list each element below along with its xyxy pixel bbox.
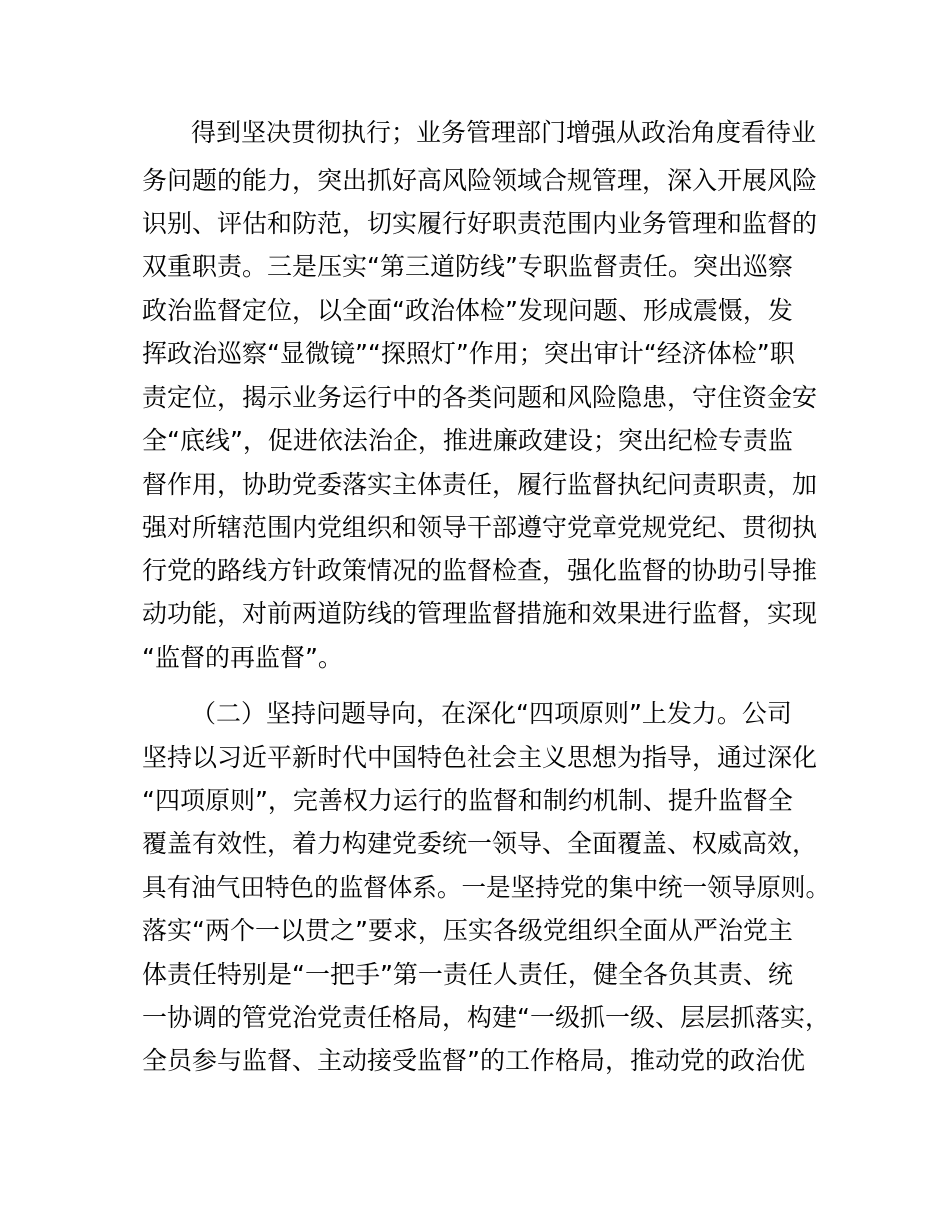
text-line-16: “四项原则”，完善权力运行的监督和制约机制、提升监督全 <box>142 786 793 815</box>
text-line-8: 全“底线”，促进依法治企，推进廉政建设；突出纪检专责监 <box>142 426 793 455</box>
text-line-19: 落实“两个一以贯之”要求，压实各级党组织全面从严治党主 <box>142 916 793 945</box>
text-line-4: 双重职责。三是压实“第三道防线”专职监督责任。突出巡察 <box>142 252 793 281</box>
text-line-12: 动功能，对前两道防线的管理监督措施和效果进行监督，实现 <box>142 599 818 628</box>
text-line-18: 具有油气田特色的监督体系。一是坚持党的集中统一领导原则。 <box>142 873 831 902</box>
text-line-17: 覆盖有效性，着力构建党委统一领导、全面覆盖、权威高效， <box>142 829 818 858</box>
text-line-9: 督作用，协助党委落实主体责任，履行监督执纪问责职责，加 <box>142 470 818 499</box>
text-line-2: 务问题的能力，突出抓好高风险领域合规管理，深入开展风险 <box>142 166 818 195</box>
text-line-10: 强对所辖范围内党组织和领导干部遵守党章党规党纪、贯彻执 <box>142 513 818 542</box>
text-line-7: 责定位，揭示业务运行中的各类问题和风险隐患，守住资金安 <box>142 383 818 412</box>
text-line-3: 识别、评估和防范，切实履行好职责范围内业务管理和监督的 <box>142 209 818 238</box>
text-line-6: 挥政治巡察“显微镜”“探照灯”作用；突出审计“经济体检”职 <box>142 339 795 368</box>
text-line-20: 体责任特别是“一把手”第一责任人责任，健全各负其责、统 <box>142 960 793 989</box>
text-line-21: 一协调的管党治党责任格局，构建“一级抓一级、层层抓落实， <box>142 1003 830 1032</box>
text-line-22: 全员参与监督、主动接受监督”的工作格局，推动党的政治优 <box>142 1046 805 1075</box>
text-line-13: “监督的再监督”。 <box>142 643 343 672</box>
text-line-11: 行党的路线方针政策情况的监督检查，强化监督的协助引导推 <box>142 556 818 585</box>
text-line-5: 政治监督定位，以全面“政治体检”发现问题、形成震慑，发 <box>142 296 793 325</box>
section-heading-line: （二）坚持问题导向，在深化“四项原则”上发力。公司 <box>191 699 792 728</box>
text-line-1: 得到坚决贯彻执行；业务管理部门增强从政治角度看待业 <box>191 118 817 147</box>
text-line-15: 坚持以习近平新时代中国特色社会主义思想为指导，通过深化 <box>142 743 818 772</box>
